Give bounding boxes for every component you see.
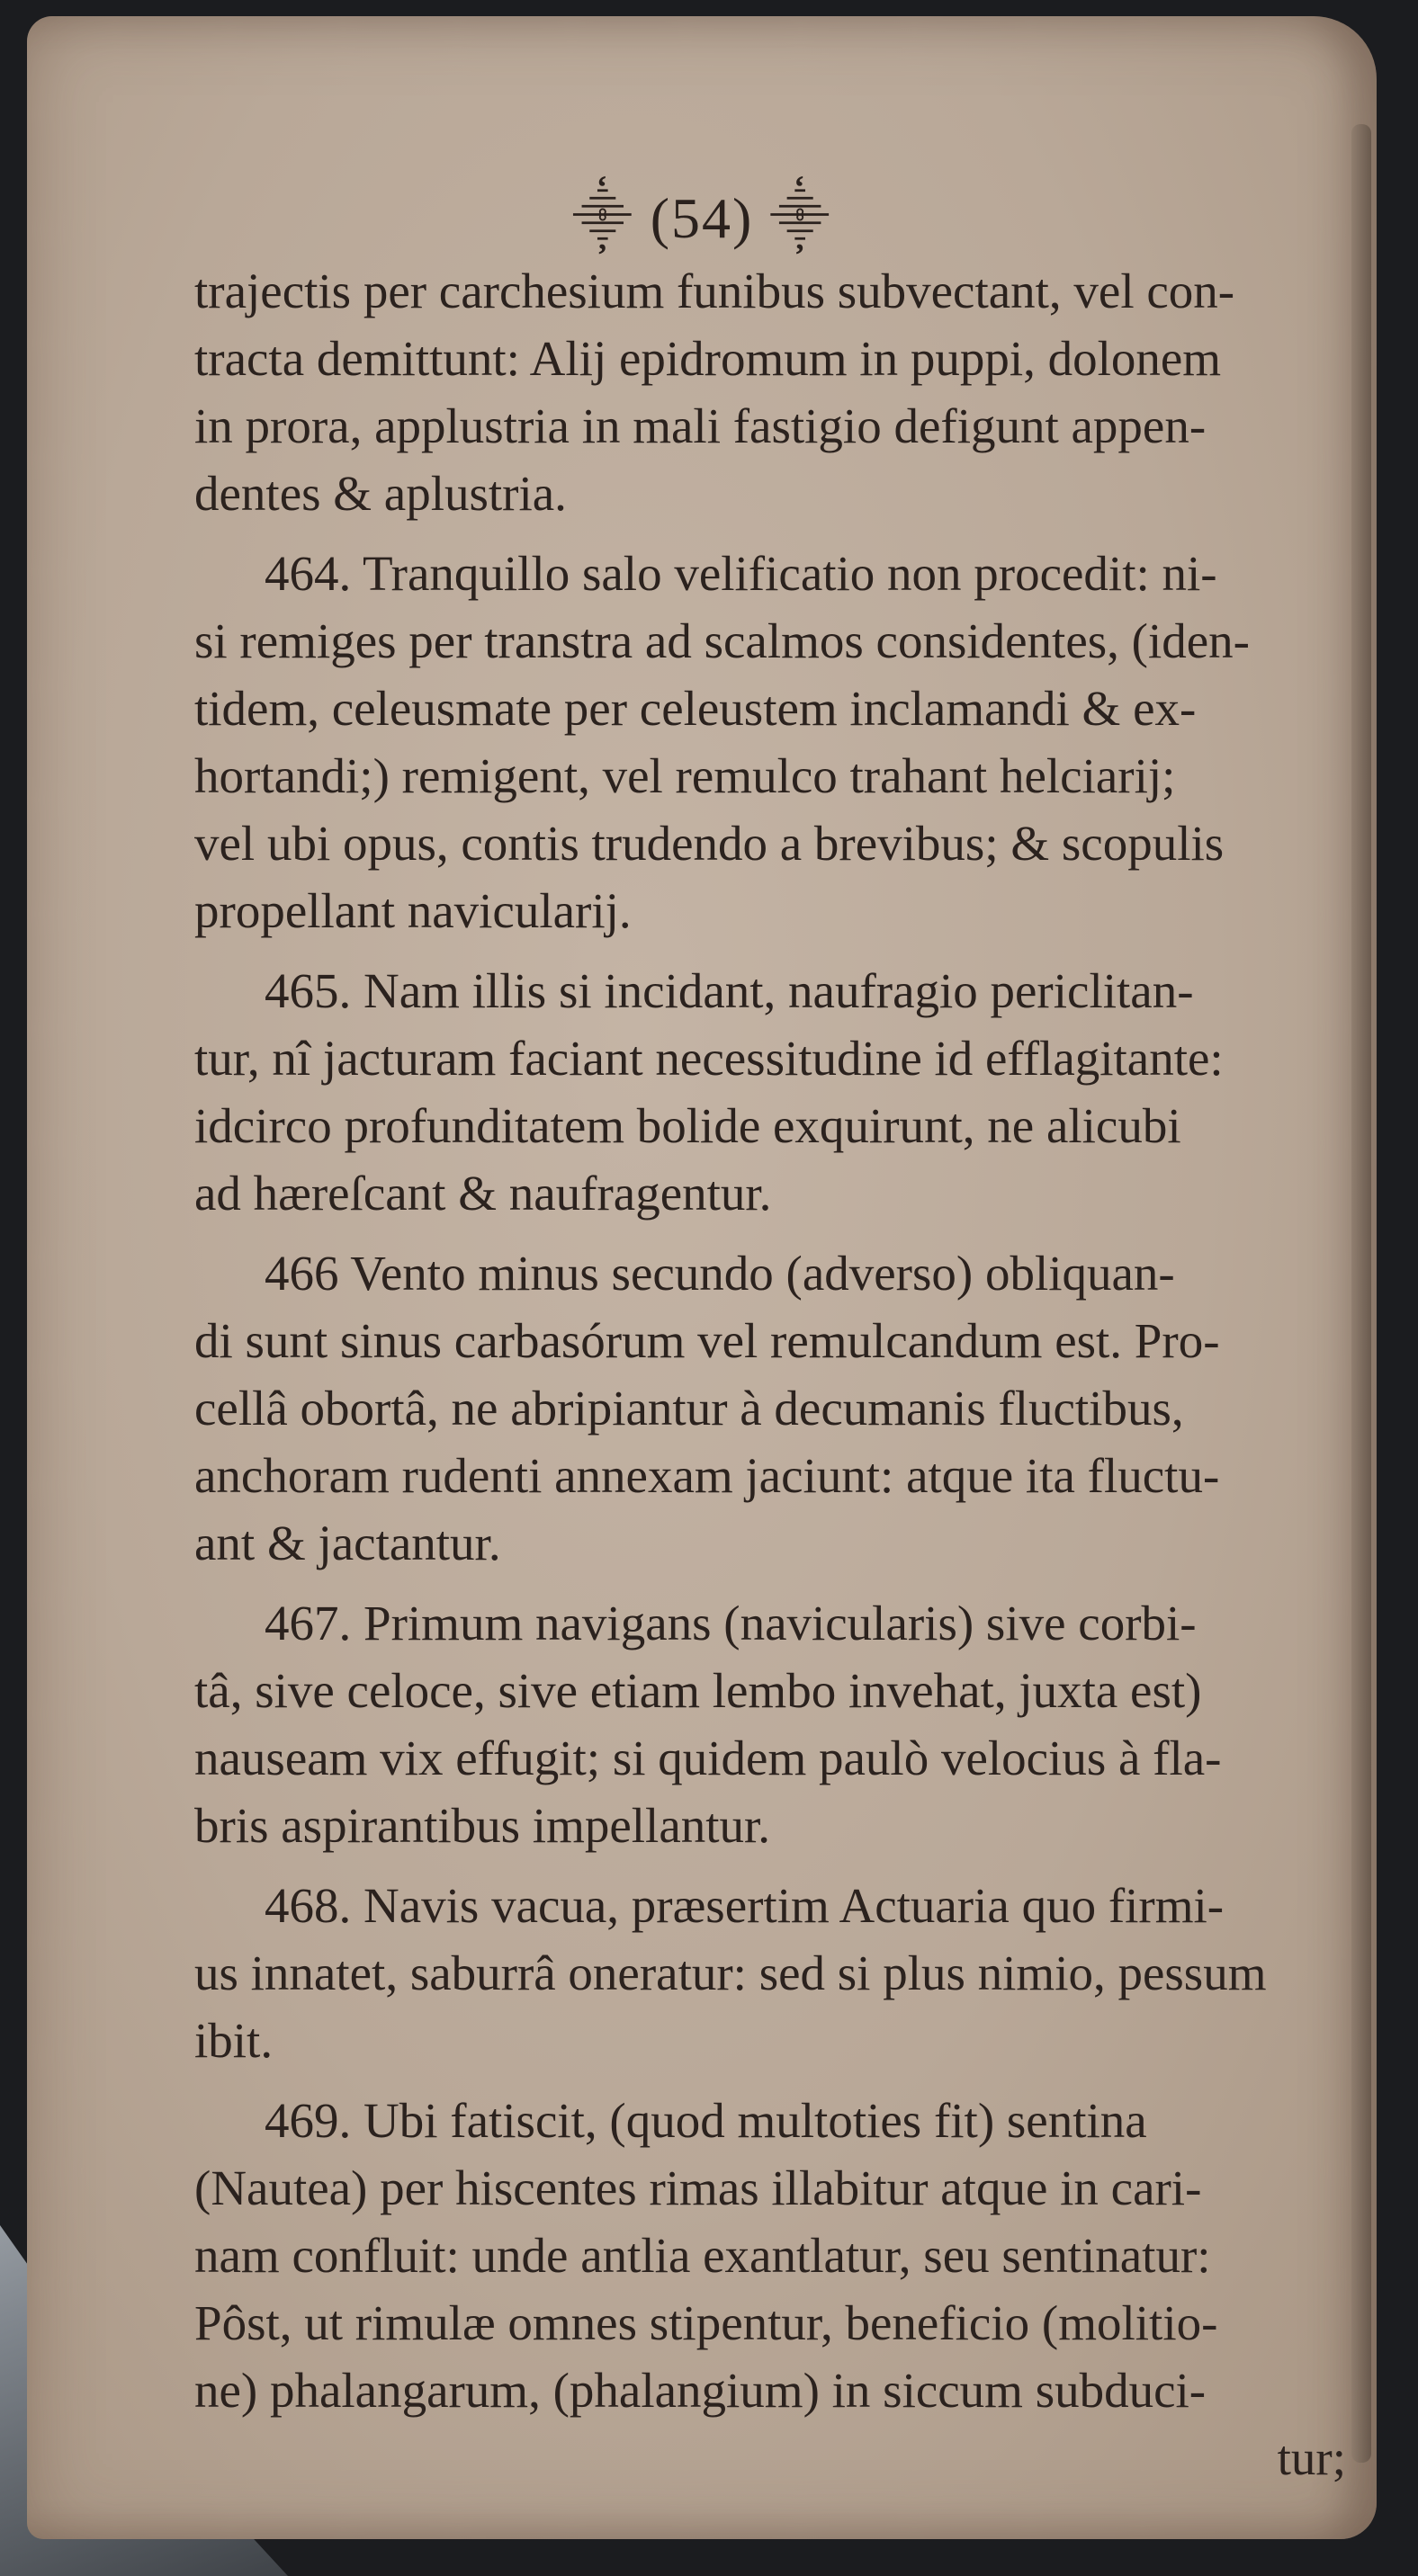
text-line: ibit.: [194, 2013, 274, 2068]
text-line: (Nautea) per hiscentes rimas illabitur atque in cari-: [194, 2160, 1202, 2215]
text-line: us innatet, saburrâ oneratur: sed si plus nimio, pessum: [194, 1945, 1267, 2000]
paragraph-464-start: 464. Tranquillo salo velificatio non procedit: ni-: [265, 546, 1217, 601]
text-line: nam confluit: unde antlia exantlatur, seu sentinatur:: [194, 2228, 1211, 2283]
text-line: tur, nî jacturam faciant necessitudine id efflagitante:: [194, 1031, 1224, 1086]
page-number: [27, 176, 1377, 255]
paragraph-465-start: 465. Nam illis si incidant, naufragio periclitan-: [265, 963, 1194, 1018]
text-line: vel ubi opus, contis trudendo a brevibus; & scopulis: [194, 816, 1225, 871]
text-line: in prora, applustria in mali fastigio defigunt appen-: [194, 398, 1207, 453]
text-line: ad hæreſcant & naufragentur.: [194, 1166, 772, 1221]
text-line: dentes & aplustria.: [194, 466, 567, 521]
page-number-text: (54): [650, 186, 754, 250]
paragraph-467-start: 467. Primum navigans (navicularis) sive corbi-: [265, 1596, 1197, 1650]
ornament-left: ⸎: [571, 186, 634, 250]
text-line: tidem, celeusmate per celeustem inclamandi & ex-: [194, 681, 1197, 736]
text-line: tracta demittunt: Alij epidromum in puppi, dolonem: [194, 331, 1222, 386]
text-line: ne) phalangarum, (phalangium) in siccum subduci-: [194, 2363, 1207, 2418]
paragraph-469-start: 469. Ubi fatiscit, (quod multoties fit) sentina: [265, 2093, 1147, 2148]
book-page: [27, 16, 1377, 2539]
text-line: anchoram rudenti annexam jaciunt: atque ita fluctu-: [194, 1448, 1220, 1503]
text-line: ant & jactantur.: [194, 1516, 501, 1570]
ornament-right: ⸎: [769, 186, 832, 250]
paragraph-468-start: 468. Navis vacua, præsertim Actuaria quo firmi-: [265, 1878, 1225, 1933]
text-line: hortandi;) remigent, vel remulco trahant helciarij;: [194, 748, 1176, 803]
text-line: trajectis per carchesium funibus subvectant, vel con-: [194, 264, 1235, 318]
text-line: Pôst, ut rimulæ omnes stipentur, beneficio (molitio-: [194, 2295, 1218, 2350]
text-line: si remiges per transtra ad scalmos considentes, (iden-: [194, 613, 1250, 668]
text-line: cellâ obortâ, ne abripiantur à decumanis fluctibus,: [194, 1381, 1184, 1436]
body-text: [194, 257, 1364, 2491]
paragraph-466-start: 466 Vento minus secundo (adverso) obliquan-: [265, 1246, 1175, 1301]
text-line: propellant navicularij.: [194, 883, 632, 938]
text-line: tâ, sive celoce, sive etiam lembo invehat, juxta est): [194, 1663, 1202, 1718]
text-line: di sunt sinus carbasórum vel remulcandum est. Pro-: [194, 1313, 1220, 1368]
text-line: nauseam vix effugit; si quidem paulò velocius à fla-: [194, 1731, 1222, 1785]
text-line: idcirco profunditatem bolide exquirunt, ne alicubi: [194, 1098, 1181, 1153]
text-line: tur;: [1277, 2430, 1346, 2485]
text-line: bris aspirantibus impellantur.: [194, 1798, 771, 1853]
